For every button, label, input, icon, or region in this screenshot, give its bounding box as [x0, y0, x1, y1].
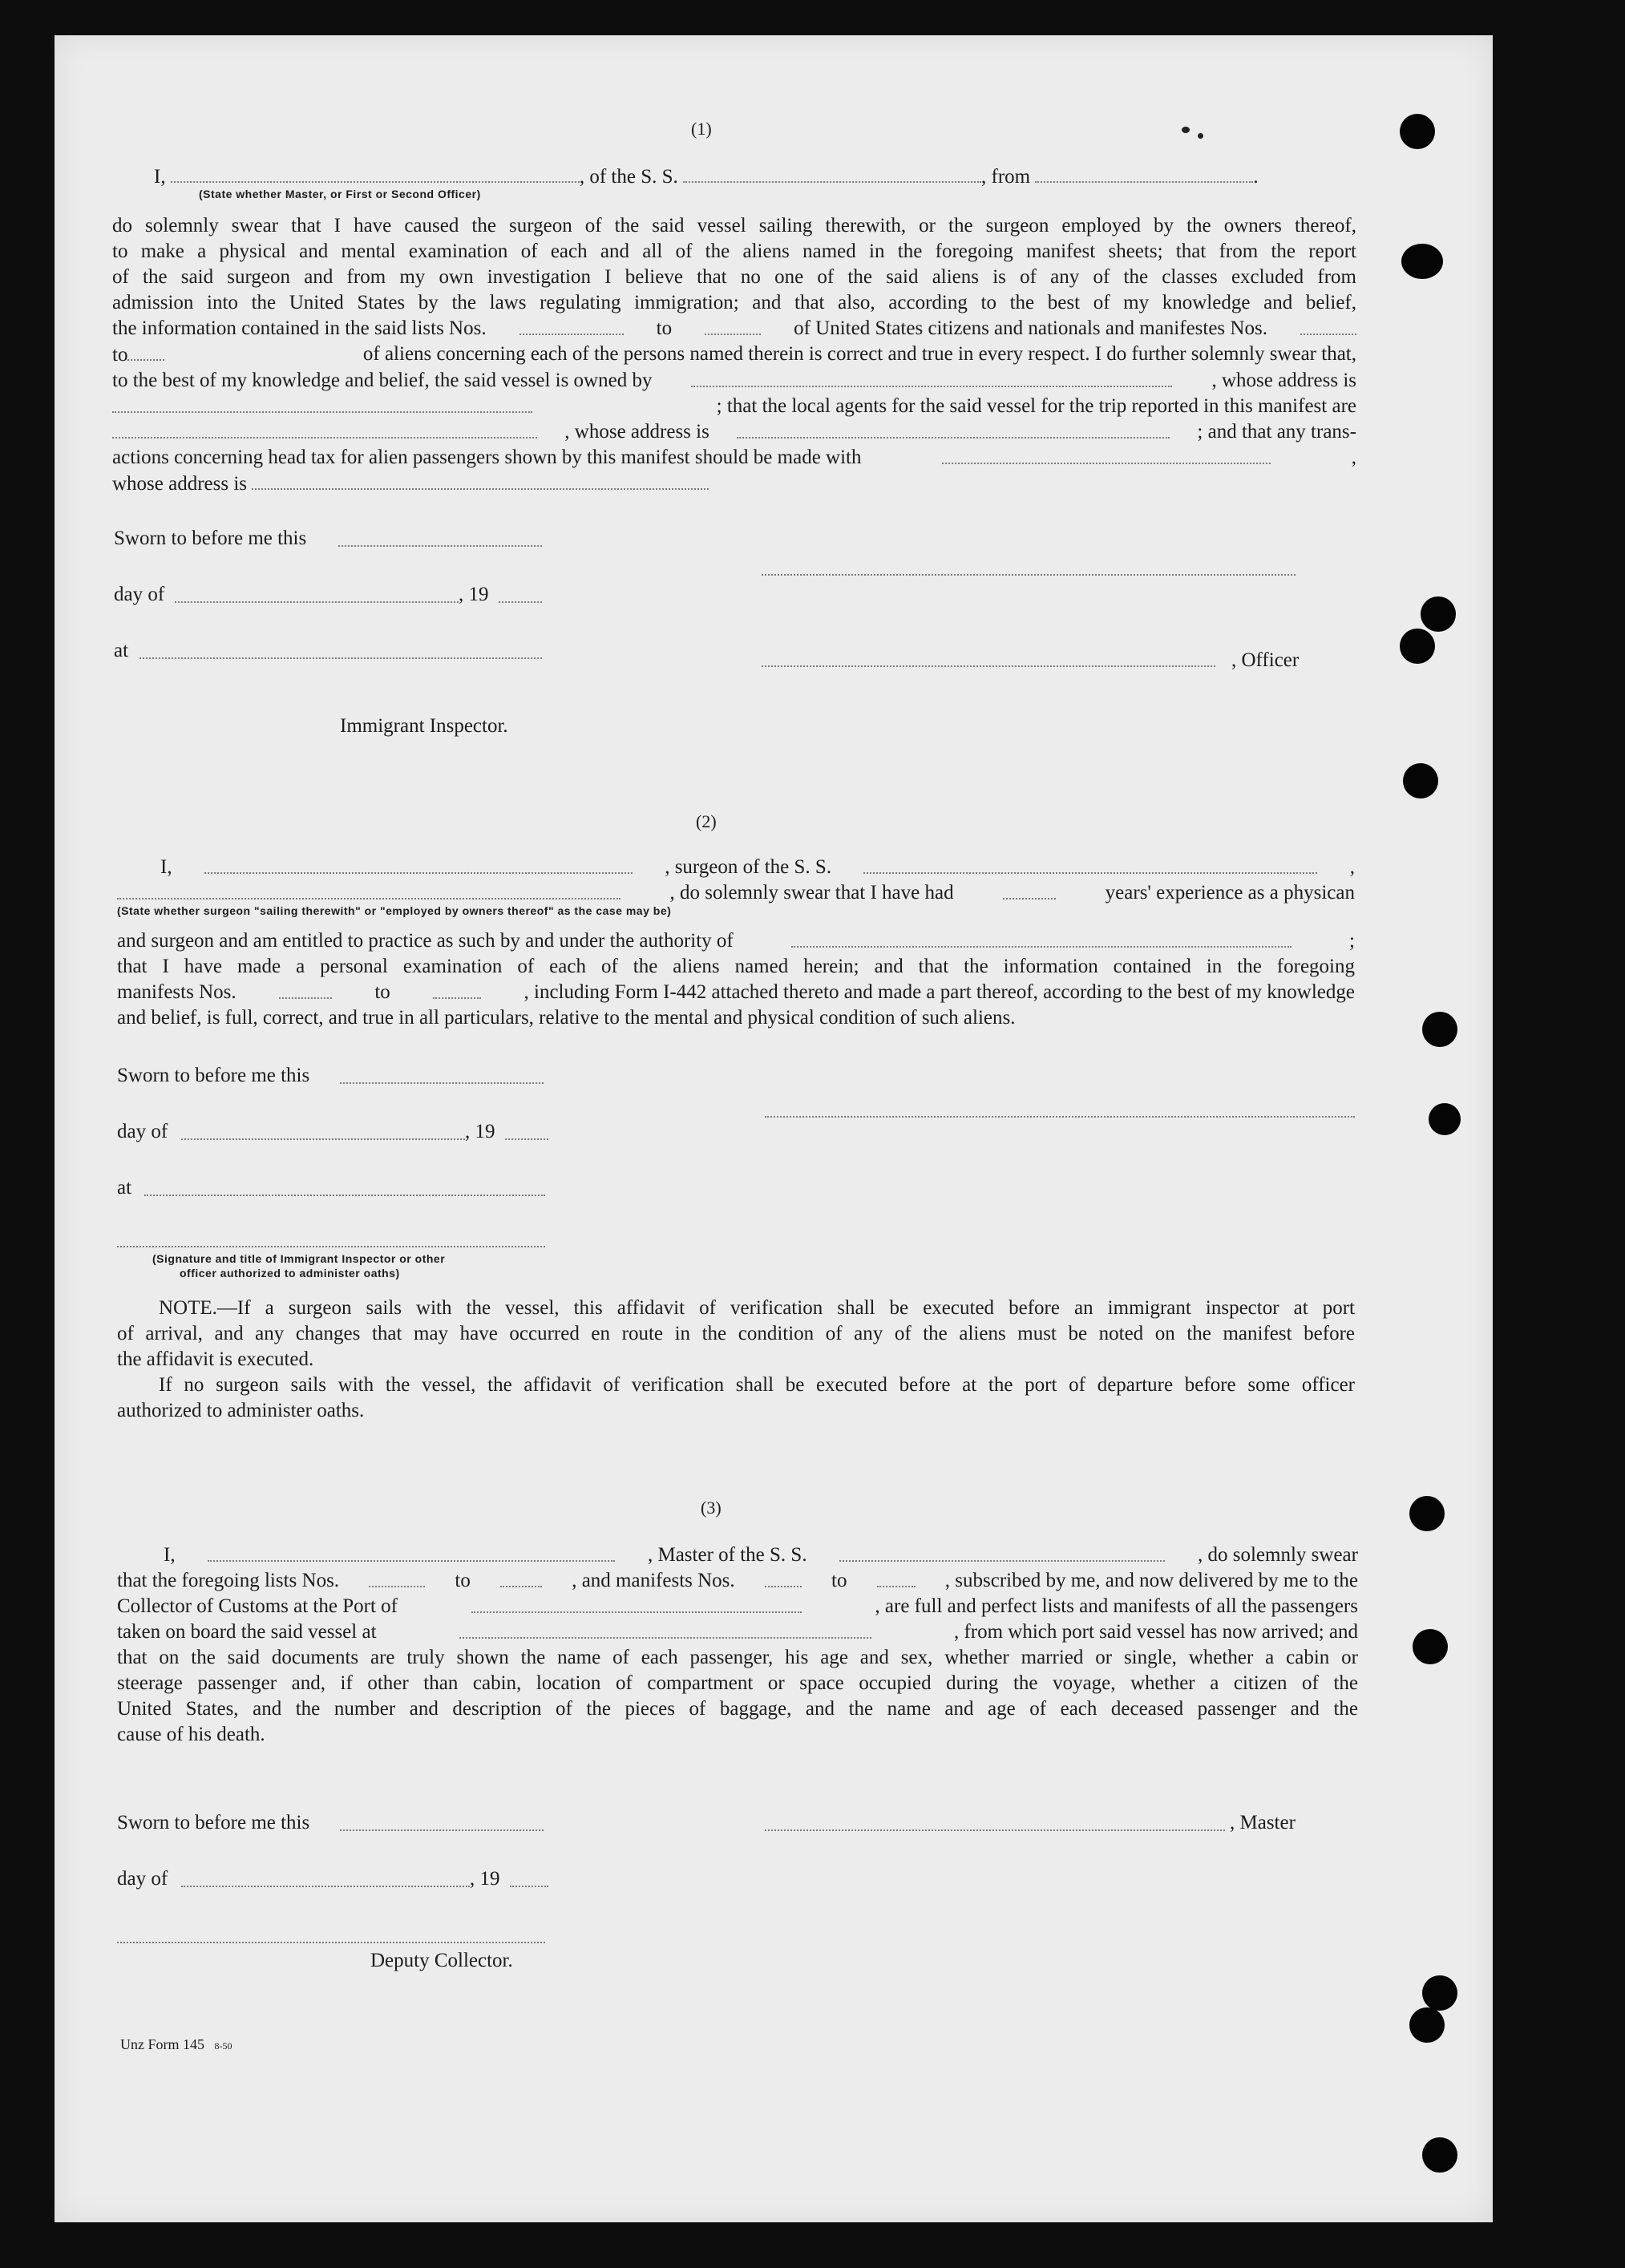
- s2-day-of-label: day of: [117, 1121, 168, 1142]
- s1-line: admission into the United States by the laws regulating immigration; and that also, according to the best of my knowledge and belief,: [112, 292, 1356, 313]
- s2-line-2: , do solemnly swear that I have had years' experience as a physican: [117, 880, 1355, 906]
- s2-manifests-to-field[interactable]: [433, 980, 481, 999]
- s3-lists-to-field[interactable]: [500, 1568, 542, 1587]
- s1-line: do solemnly swear that I have caused the surgeon of the said vessel sailing therewith, or the surgeon employed by the owners thereof,: [112, 215, 1356, 237]
- s1-manifests-to-field[interactable]: [127, 342, 164, 361]
- punch-hole: [1422, 1975, 1457, 2011]
- punch-hole: [1413, 1629, 1448, 1664]
- form-page: [55, 35, 1493, 2222]
- s1-sworn-field[interactable]: [338, 545, 542, 547]
- section-1-number: (1): [691, 119, 712, 139]
- punch-hole: [1400, 629, 1435, 664]
- s1-officer-caption: (State whether Master, or First or Second Officer): [199, 188, 481, 200]
- s3-day-of-label: day of: [117, 1868, 168, 1890]
- s3-master-name-field[interactable]: [208, 1542, 615, 1562]
- s2-vessel-field[interactable]: [863, 855, 1317, 874]
- s1-owner-address-field[interactable]: [112, 394, 532, 413]
- s1-year-field[interactable]: [499, 601, 542, 603]
- punch-hole: [1422, 2137, 1457, 2173]
- s1-head-tax-field[interactable]: [942, 445, 1271, 464]
- s1-officer-signature-field[interactable]: [762, 665, 1215, 667]
- s1-line: to make a physical and mental examination of each and all of the aliens named in the foregoing manifest sheets; that from the report: [112, 241, 1356, 262]
- punch-hole: [1409, 1496, 1445, 1531]
- s2-note-line: authorized to administer oaths.: [117, 1400, 365, 1421]
- s1-inspector-label: Immigrant Inspector.: [340, 715, 508, 737]
- ink-speck: [1198, 133, 1203, 139]
- s3-line: cause of his death.: [117, 1724, 265, 1745]
- s1-from-label: , from: [981, 166, 1031, 188]
- s3-line: that on the said documents are truly shown the name of each passenger, his age and sex, whether married or single, whether a cabin or: [117, 1647, 1358, 1668]
- s3-master-label: , Master: [1230, 1812, 1296, 1833]
- s1-officer-field[interactable]: [171, 164, 580, 183]
- s1-year-label: , 19: [459, 584, 489, 605]
- s2-year-field[interactable]: [505, 1138, 548, 1140]
- punch-hole: [1400, 114, 1435, 149]
- s2-paragraph: and surgeon and am entitled to practice as such by and under the authority of ; that I have made a personal examination of each of the aliens named herein; and that the information contained in the foregoing manifests Nos. to , including Form I-442 attached thereto and made a part thereof, according to the best of my knowledge and belief, is full, correct, and true in all particulars, relative to the mental and physical condition of such aliens.: [117, 928, 1355, 1031]
- s2-sworn-field[interactable]: [340, 1082, 544, 1084]
- punch-hole: [1409, 2007, 1445, 2043]
- punch-hole: [1421, 596, 1456, 632]
- ink-speck: [1182, 127, 1190, 133]
- s2-note-line: of arrival, and any changes that may have occurred en route in the condition of any of the aliens must be noted on the manifest before: [117, 1323, 1355, 1344]
- s1-paragraph: do solemnly swear that I have caused the surgeon of the said vessel sailing therewith, or the surgeon employed by the owners thereof, to make a physical and mental examination of each and all of the aliens named in the foregoing manifest sheets; that from the report of the said surgeon and from my own investigation I believe that no one of the said aliens is of any of the classes excluded from admission into the United States by the laws regulating immigration; and that also, according to the best of my knowledge and belief, the information contained in the said lists Nos. to of United States citizens and nationals and manifestes Nos. to of aliens concerning each of the persons named therein is correct and true in every respect. I do further solemnly swear that, to the best of my knowledge and belief, the said vessel is owned by , whose address is ; that the local agents for the said vessel for the trip reported in this manifest are , whose address is ; and that any trans- actions concerning head tax for alien passengers shown by this manifest should be made with , whose address is: [112, 215, 1356, 495]
- s1-from-field[interactable]: [1035, 164, 1253, 183]
- s3-taken-at-field[interactable]: [459, 1619, 871, 1639]
- s2-line-1: I, , surgeon of the S. S. ,: [160, 856, 1355, 878]
- s2-surgeon-name-field[interactable]: [204, 855, 633, 874]
- s1-officer-label: , Officer: [1231, 649, 1300, 671]
- s3-year-label: , 19: [470, 1868, 500, 1890]
- s2-surgeon-caption: (State whether surgeon "sailing therewith" or "employed by owners thereof" as the case may be): [117, 904, 672, 917]
- s2-signature-field[interactable]: [765, 1116, 1355, 1118]
- s3-deputy-label: Deputy Collector.: [370, 1950, 513, 1971]
- s2-authority-field[interactable]: [791, 928, 1292, 948]
- s1-head-tax-address-field[interactable]: [252, 471, 709, 490]
- s2-inspector-signature-field[interactable]: [117, 1246, 545, 1247]
- s2-line: that I have made a personal examination of each of the aliens named herein; and that the information contained in the foregoing: [117, 956, 1355, 977]
- s3-line-1: I, , Master of the S. S. , do solemnly swear: [164, 1544, 1358, 1566]
- s3-manifests-from-field[interactable]: [765, 1568, 802, 1587]
- s3-lists-from-field[interactable]: [369, 1568, 425, 1587]
- s1-agents-field[interactable]: [112, 419, 537, 439]
- s1-manifests-field[interactable]: [1300, 316, 1356, 335]
- s1-vessel-field[interactable]: [683, 164, 981, 183]
- s2-line: and belief, is full, correct, and true in all particulars, relative to the mental and physical condition of such aliens.: [117, 1007, 1016, 1029]
- s2-sig-caption-2: officer authorized to administer oaths): [180, 1267, 400, 1280]
- s3-vessel-field[interactable]: [839, 1542, 1165, 1562]
- s1-line: of the said surgeon and from my own investigation I believe that no one of the said aliens is of any of the classes excluded from: [112, 266, 1356, 288]
- s2-surgeon-type-field[interactable]: [117, 880, 620, 900]
- s3-sworn-field[interactable]: [340, 1829, 544, 1831]
- section-3-number: (3): [701, 1498, 722, 1518]
- s1-ss-label: , of the S. S.: [579, 166, 678, 188]
- punch-hole: [1403, 763, 1438, 798]
- punch-hole: [1401, 244, 1443, 279]
- s3-paragraph: that the foregoing lists Nos. to , and manifests Nos. to , subscribed by me, and now delivered by me to the Collector of Customs at the Port of , are full and perfect lists and manifests of all the passengers taken on board the said vessel at , from which port said vessel has now arrived; and that on the said documents are truly shown the name of each passenger, his age and sex, whether married or single, whether a cabin or steerage passenger and, if other than cabin, location of compartment or space occupied during the voyage, whether a citizen of the United States, and the number and description of the pieces of baggage, and the name and age of each deceased passenger and the cause of his death.: [117, 1568, 1358, 1748]
- s1-day-of-label: day of: [114, 584, 165, 605]
- s2-note-line: NOTE.—If a surgeon sails with the vessel, this affidavit of verification shall be executed before an immigrant inspector at port: [159, 1297, 1355, 1319]
- s3-master-signature-field[interactable]: [765, 1829, 1225, 1831]
- s1-day-of-field[interactable]: [175, 601, 459, 603]
- s1-lists-to-field[interactable]: [705, 316, 761, 335]
- section-2-number: (2): [696, 811, 717, 831]
- s1-at-label: at: [114, 640, 129, 661]
- form-id: Unz Form 145: [120, 2036, 204, 2052]
- s3-year-field[interactable]: [510, 1886, 548, 1887]
- s2-sworn-label: Sworn to before me this: [117, 1065, 310, 1086]
- s2-year-label: , 19: [465, 1121, 495, 1142]
- s2-at-field[interactable]: [144, 1195, 545, 1196]
- s1-owner-field[interactable]: [691, 368, 1172, 387]
- s2-note-line: If no surgeon sails with the vessel, the affidavit of verification shall be executed before at the port of departure before some officer: [159, 1374, 1355, 1396]
- s1-agents-address-field[interactable]: [737, 419, 1170, 439]
- form-number: [120, 2036, 232, 2053]
- s1-line-1: I, , of the S. S. , from .: [154, 164, 1398, 190]
- s3-deputy-signature-field[interactable]: [117, 1942, 545, 1943]
- s3-sworn-label: Sworn to before me this: [117, 1812, 310, 1833]
- s2-years-field[interactable]: [1003, 880, 1056, 900]
- s3-port-field[interactable]: [471, 1594, 802, 1613]
- s2-note-line: the affidavit is executed.: [117, 1348, 314, 1370]
- s1-pronoun: I,: [154, 166, 166, 188]
- form-date: 8-50: [214, 2040, 232, 2052]
- s3-line: United States, and the number and description of the pieces of baggage, and the name and age of each deceased passenger and the: [117, 1698, 1358, 1720]
- punch-hole: [1422, 1012, 1457, 1047]
- s1-signature-field[interactable]: [762, 574, 1296, 576]
- s1-lists-from-field[interactable]: [519, 316, 624, 335]
- s2-at-label: at: [117, 1177, 132, 1199]
- s3-day-of-field[interactable]: [181, 1886, 470, 1887]
- s2-sig-caption-1: (Signature and title of Immigrant Inspector or other: [152, 1252, 446, 1265]
- s2-day-of-field[interactable]: [181, 1138, 465, 1140]
- punch-hole: [1429, 1103, 1461, 1135]
- s2-manifests-from-field[interactable]: [279, 980, 332, 999]
- s2-note: [117, 1296, 1355, 1424]
- s1-at-field[interactable]: [139, 657, 542, 659]
- s1-sworn-label: Sworn to before me this: [114, 528, 307, 549]
- s3-line: steerage passenger and, if other than cabin, location of compartment or space occupied during the voyage, whether a citizen of the: [117, 1672, 1358, 1694]
- s3-manifests-to-field[interactable]: [877, 1568, 916, 1587]
